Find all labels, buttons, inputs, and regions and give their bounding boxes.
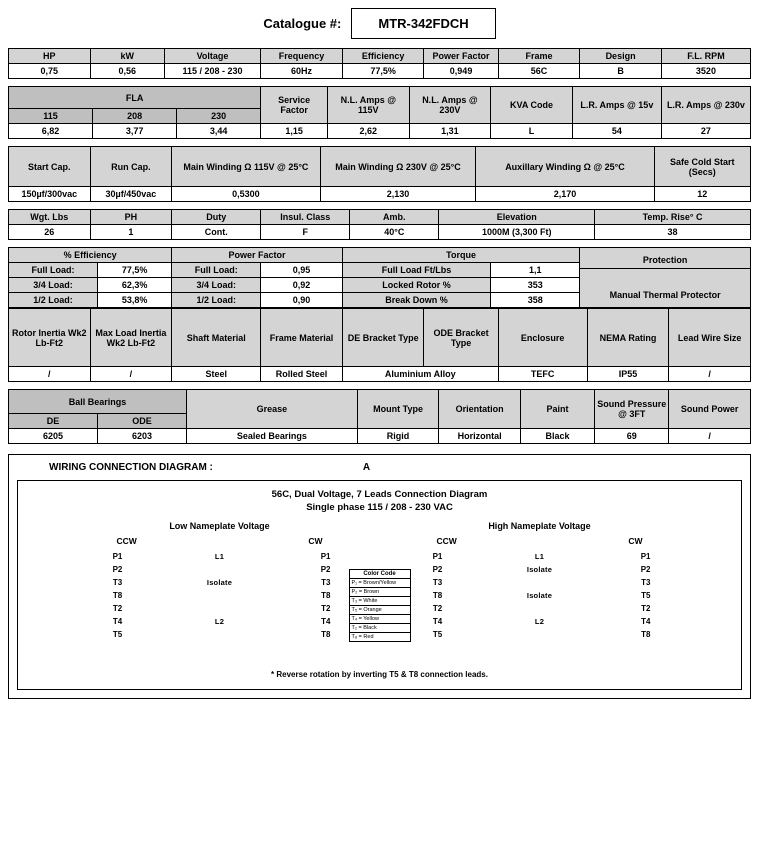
lead-right: T8	[321, 630, 331, 639]
header-service-factor: Service Factor	[261, 87, 328, 124]
header-frame-material: Frame Material	[261, 309, 343, 367]
table-row	[9, 390, 751, 414]
value-frame: 56C	[498, 64, 580, 79]
lead-row	[95, 576, 345, 589]
value-grease: Sealed Bearings	[187, 429, 358, 444]
header-amb: Amb.	[350, 210, 439, 225]
diagram-title-line1: 56C, Dual Voltage, 7 Leads Connection Diagram	[271, 489, 488, 500]
color-code-item: T₃ = White	[350, 597, 410, 606]
catalogue-number: MTR-342FDCH	[351, 8, 495, 39]
lead-right: T3	[641, 578, 651, 587]
lead-mid: L1	[534, 552, 545, 561]
value-lr-amps-230v: 27	[661, 124, 750, 139]
lead-row	[95, 602, 345, 615]
color-code-legend	[349, 569, 411, 642]
value-ph: 1	[90, 225, 172, 240]
lead-row	[95, 550, 345, 563]
header-weight: Wgt. Lbs	[9, 210, 91, 225]
lead-row	[95, 563, 345, 576]
label-pf-three-quarter: 3/4 Load:	[172, 278, 261, 293]
lead-right: T8	[321, 591, 331, 600]
wiring-diagram-label: WIRING CONNECTION DIAGRAM :	[49, 462, 213, 473]
value-voltage: 115 / 208 - 230	[164, 64, 260, 79]
header-shaft-material: Shaft Material	[172, 309, 261, 367]
lead-mid: Isolate	[526, 591, 553, 600]
value-nema-rating: IP55	[587, 367, 669, 382]
low-voltage-section	[95, 521, 345, 660]
lead-left: T8	[112, 591, 123, 600]
lead-left: T4	[112, 617, 123, 626]
high-voltage-rotation-heads	[415, 536, 665, 546]
header-power-factor: Power Factor	[424, 49, 498, 64]
lead-left: T2	[432, 604, 443, 613]
value-fla-230: 3,44	[177, 124, 261, 139]
table-capacitors-windings	[8, 146, 751, 202]
value-paint: Black	[520, 429, 594, 444]
header-rotor-inertia: Rotor Inertia Wk2 Lb-Ft2	[9, 309, 91, 367]
header-frequency: Frequency	[261, 49, 343, 64]
header-fla-230: 230	[177, 109, 261, 124]
catalogue-header	[8, 6, 751, 40]
lead-left: T4	[432, 617, 443, 626]
value-fla-208: 3,77	[93, 124, 177, 139]
header-main-winding-115v: Main Winding Ω 115V @ 25°C	[172, 147, 320, 187]
header-voltage: Voltage	[164, 49, 260, 64]
lead-mid: L2	[214, 617, 225, 626]
value-bearing-ode: 6203	[98, 429, 187, 444]
value-orientation: Horizontal	[439, 429, 521, 444]
table-construction	[8, 308, 751, 382]
lead-right: P1	[320, 552, 331, 561]
value-main-winding-230v: 2,130	[320, 187, 476, 202]
table-row	[9, 248, 751, 263]
header-ball-bearings-group: Ball Bearings	[9, 390, 187, 414]
lead-left: P2	[112, 565, 123, 574]
header-percent-efficiency: % Efficiency	[9, 248, 172, 263]
lead-right: T5	[641, 591, 651, 600]
value-duty: Cont.	[172, 225, 261, 240]
header-aux-winding: Auxillary Winding Ω @ 25°C	[476, 147, 654, 187]
value-main-winding-115v: 0,5300	[172, 187, 320, 202]
lead-left: T5	[432, 630, 443, 639]
value-max-load-inertia: /	[90, 367, 172, 382]
header-elevation: Elevation	[439, 210, 595, 225]
low-voltage-cw: CW	[308, 536, 323, 546]
table-row	[9, 147, 751, 187]
protection-group-label: Protection	[642, 255, 688, 265]
header-nl-amps-115v: N.L. Amps @ 115V	[328, 87, 410, 124]
header-nl-amps-230v: N.L. Amps @ 230V	[409, 87, 491, 124]
high-voltage-label: High Nameplate Voltage	[488, 521, 591, 531]
low-voltage-label: Low Nameplate Voltage	[169, 521, 270, 531]
value-sound-pressure: 69	[595, 429, 669, 444]
header-start-cap: Start Cap.	[9, 147, 91, 187]
label-locked-rotor: Locked Rotor %	[342, 278, 490, 293]
header-main-winding-230v: Main Winding Ω 230V @ 25°C	[320, 147, 476, 187]
catalogue-label: Catalogue #:	[263, 15, 342, 31]
label-eff-half: 1/2 Load:	[9, 293, 98, 308]
header-frame: Frame	[498, 49, 580, 64]
lead-row	[95, 589, 345, 602]
table-row	[9, 49, 751, 64]
lead-mid: Isolate	[206, 578, 233, 587]
header-ph: PH	[90, 210, 172, 225]
wiring-diagram-heading	[9, 455, 750, 480]
lead-left: T8	[432, 591, 443, 600]
value-amb: 40°C	[350, 225, 439, 240]
lead-mid: L1	[214, 552, 225, 561]
header-run-cap: Run Cap.	[90, 147, 172, 187]
header-insul-class: Insul. Class	[261, 210, 350, 225]
lead-left: T3	[432, 578, 443, 587]
lead-right: T8	[641, 630, 651, 639]
value-frame-material: Rolled Steel	[261, 367, 343, 382]
value-nl-amps-115v: 2,62	[328, 124, 410, 139]
value-lr-amps-15v: 54	[572, 124, 661, 139]
value-run-cap: 30µf/450vac	[90, 187, 172, 202]
lead-left: P1	[432, 552, 443, 561]
value-fla-115: 6,82	[9, 124, 93, 139]
header-efficiency: Efficiency	[342, 49, 424, 64]
header-paint: Paint	[520, 390, 594, 429]
table-general-specs	[8, 48, 751, 79]
value-efficiency: 77,5%	[342, 64, 424, 79]
lead-row	[415, 563, 665, 576]
value-mount-type: Rigid	[357, 429, 439, 444]
diagram-footnote: * Reverse rotation by inverting T5 & T8 connection leads.	[271, 670, 488, 679]
header-power-factor-group: Power Factor	[172, 248, 343, 263]
header-mount-type: Mount Type	[357, 390, 439, 429]
value-sound-power: /	[669, 429, 751, 444]
value-service-factor: 1,15	[261, 124, 328, 139]
value-torque-full-load: 1,1	[491, 263, 580, 278]
color-code-item: T₂ = Black	[350, 624, 410, 633]
lead-right: P1	[640, 552, 651, 561]
value-eff-three-quarter: 62,3%	[98, 278, 172, 293]
header-bearing-de: DE	[9, 414, 98, 429]
low-voltage-ccw: CCW	[116, 536, 137, 546]
lead-right: T2	[321, 604, 331, 613]
value-bearing-de: 6205	[9, 429, 98, 444]
value-shaft-material: Steel	[172, 367, 261, 382]
value-eff-full-load: 77,5%	[98, 263, 172, 278]
table-row	[9, 64, 751, 79]
lead-row	[415, 615, 665, 628]
low-voltage-leads	[95, 550, 345, 660]
table-bearings-misc	[8, 389, 751, 444]
value-pf-full-load: 0,95	[261, 263, 343, 278]
value-frequency: 60Hz	[261, 64, 343, 79]
header-bearing-ode: ODE	[98, 414, 187, 429]
lead-row	[415, 628, 665, 641]
value-lead-wire-size: /	[669, 367, 751, 382]
label-torque-full-load: Full Load Ft/Lbs	[342, 263, 490, 278]
label-eff-three-quarter: 3/4 Load:	[9, 278, 98, 293]
value-start-cap: 150µf/300vac	[9, 187, 91, 202]
label-pf-half: 1/2 Load:	[172, 293, 261, 308]
table-row	[9, 187, 751, 202]
header-safe-cold-start: Safe Cold Start (Secs)	[654, 147, 751, 187]
header-orientation: Orientation	[439, 390, 521, 429]
value-weight: 26	[9, 225, 91, 240]
header-duty: Duty	[172, 210, 261, 225]
wiring-diagram-block	[8, 454, 751, 699]
table-performance	[8, 247, 751, 308]
header-sound-power: Sound Power	[669, 390, 751, 429]
table-row	[9, 429, 751, 444]
label-eff-full-load: Full Load:	[9, 263, 98, 278]
value-eff-half: 53,8%	[98, 293, 172, 308]
value-locked-rotor: 353	[491, 278, 580, 293]
header-kw: kW	[90, 49, 164, 64]
header-protection	[580, 248, 751, 308]
protection-divider	[579, 268, 751, 269]
value-pf-three-quarter: 0,92	[261, 278, 343, 293]
value-kva-code: L	[491, 124, 573, 139]
label-pf-full-load: Full Load:	[172, 263, 261, 278]
lead-row	[415, 576, 665, 589]
header-hp: HP	[9, 49, 91, 64]
value-pf-half: 0,90	[261, 293, 343, 308]
wiring-diagram-inner	[17, 480, 742, 690]
table-physical-specs	[8, 209, 751, 240]
lead-left: P2	[432, 565, 443, 574]
header-temp-rise: Temp. Rise° C	[595, 210, 751, 225]
lead-right: P2	[320, 565, 331, 574]
table-fla-amps	[8, 86, 751, 139]
table-row	[9, 367, 751, 382]
value-insul-class: F	[261, 225, 350, 240]
lead-mid: Isolate	[526, 565, 553, 574]
lead-right: T4	[641, 617, 651, 626]
header-torque: Torque	[342, 248, 579, 263]
lead-row	[415, 589, 665, 602]
lead-row	[95, 615, 345, 628]
value-aux-winding: 2,170	[476, 187, 654, 202]
value-rotor-inertia: /	[9, 367, 91, 382]
header-lead-wire-size: Lead Wire Size	[669, 309, 751, 367]
header-sound-pressure: Sound Pressure @ 3FT	[595, 390, 669, 429]
lead-left: T5	[112, 630, 123, 639]
low-voltage-rotation-heads	[95, 536, 345, 546]
lead-row	[415, 602, 665, 615]
color-code-item: P₂ = Brown	[350, 588, 410, 597]
lead-right: P2	[640, 565, 651, 574]
header-design: Design	[580, 49, 662, 64]
high-voltage-section	[415, 521, 665, 660]
label-break-down: Break Down %	[342, 293, 490, 308]
color-code-item: T₅ = Orange	[350, 606, 410, 615]
protection-value: Manual Thermal Protector	[609, 290, 721, 300]
table-row	[9, 309, 751, 367]
value-fl-rpm: 3520	[661, 64, 750, 79]
value-power-factor: 0,949	[424, 64, 498, 79]
color-code-item: T₈ = Red	[351, 634, 374, 640]
value-kw: 0,56	[90, 64, 164, 79]
diagram-title-line2: Single phase 115 / 208 - 230 VAC	[306, 502, 453, 513]
high-voltage-cw: CW	[628, 536, 643, 546]
table-row	[9, 124, 751, 139]
value-elevation: 1000M (3,300 Ft)	[439, 225, 595, 240]
lead-row	[95, 628, 345, 641]
table-row	[9, 87, 751, 109]
lead-left: P1	[112, 552, 123, 561]
lead-right: T3	[321, 578, 331, 587]
lead-right: T2	[641, 604, 651, 613]
value-hp: 0,75	[9, 64, 91, 79]
high-voltage-ccw: CCW	[436, 536, 457, 546]
color-code-item: T₄ = Yellow	[350, 615, 410, 624]
value-break-down: 358	[491, 293, 580, 308]
value-bracket-type: Aluminium Alloy	[342, 367, 498, 382]
lead-right: T4	[321, 617, 331, 626]
header-fla-115: 115	[9, 109, 93, 124]
header-kva-code: KVA Code	[491, 87, 573, 124]
value-temp-rise: 38	[595, 225, 751, 240]
lead-left: T2	[112, 604, 123, 613]
lead-mid: L2	[534, 617, 545, 626]
header-enclosure: Enclosure	[498, 309, 587, 367]
header-ode-bracket-type: ODE Bracket Type	[424, 309, 498, 367]
header-max-load-inertia: Max Load Inertia Wk2 Lb-Ft2	[90, 309, 172, 367]
header-lr-amps-15v: L.R. Amps @ 15v	[572, 87, 661, 124]
value-design: B	[580, 64, 662, 79]
header-fla-group: FLA	[9, 87, 261, 109]
table-row	[9, 210, 751, 225]
header-nema-rating: NEMA Rating	[587, 309, 669, 367]
color-code-title: Color Code	[350, 570, 410, 579]
value-safe-cold-start: 12	[654, 187, 751, 202]
header-fla-208: 208	[93, 109, 177, 124]
lead-left: T3	[112, 578, 123, 587]
wiring-diagram-letter: A	[362, 462, 371, 473]
header-lr-amps-230v: L.R. Amps @ 230v	[661, 87, 750, 124]
value-enclosure: TEFC	[498, 367, 587, 382]
header-fl-rpm: F.L. RPM	[661, 49, 750, 64]
header-de-bracket-type: DE Bracket Type	[342, 309, 424, 367]
lead-row	[415, 550, 665, 563]
color-code-item: P₁ = Brown/Yellow	[350, 579, 410, 588]
table-row	[9, 225, 751, 240]
value-nl-amps-230v: 1,31	[409, 124, 491, 139]
high-voltage-leads	[415, 550, 665, 660]
header-grease: Grease	[187, 390, 358, 429]
